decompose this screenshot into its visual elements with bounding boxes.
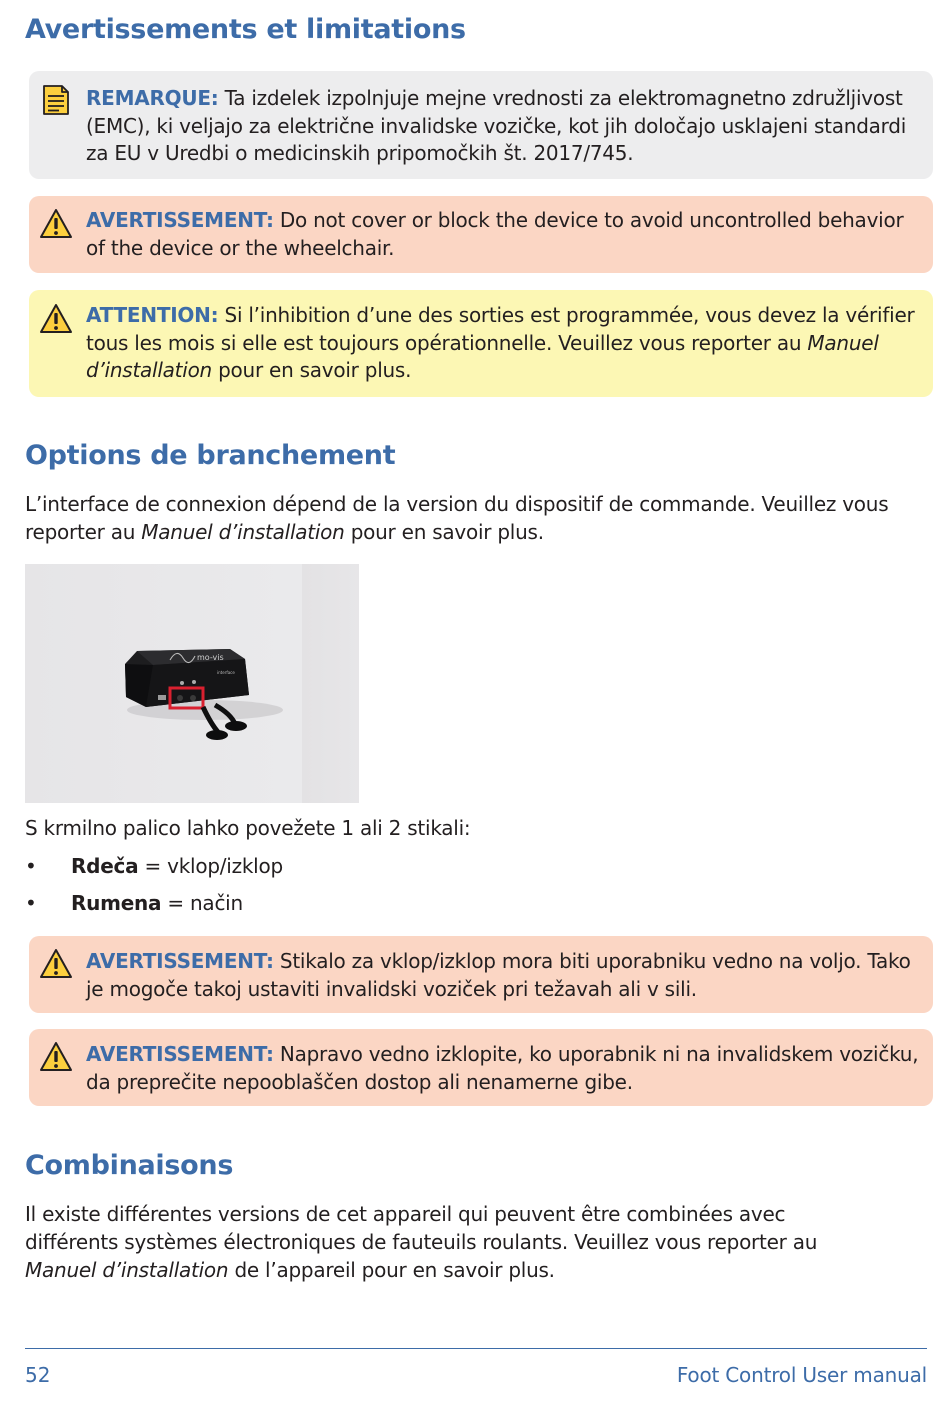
caution-label: ATTENTION: (86, 303, 219, 327)
note-text: Ta izdelek izpolnjuje mejne vrednosti za elektromagnetno združljivost (EMC), ki veljajo za električne invalidske vozičke, kot jih določajo usklajeni standardi za EU v Uredbi o medicinskih pripomočkih št. 2017/745. (86, 86, 907, 165)
interface-device-image (25, 564, 359, 803)
device-label: interface (217, 670, 235, 675)
section-heading-connection: Options de branchement (25, 440, 396, 471)
switch-intro: S krmilno palico lahko povežete 1 ali 2 stikali: (25, 816, 471, 840)
document-title: Foot Control User manual (676, 1363, 927, 1387)
warning-triangle-icon (39, 208, 73, 240)
warning-triangle-icon (39, 303, 73, 335)
warning-label: AVERTISSEMENT: (86, 949, 274, 973)
device-photo (25, 564, 359, 803)
device-brand: mo-vis (197, 653, 224, 662)
note-icon (41, 84, 71, 116)
manual-ref: Manuel d’installation (141, 520, 345, 544)
caution-box (29, 290, 933, 397)
section-heading-combinations: Combinaisons (25, 1150, 234, 1181)
list-item: • Rumena = način (25, 891, 243, 915)
warning-text: Stikalo za vklop/izklop mora biti uporabniku vedno na voljo. Tako je mogoče takoj ustaviti invalidski voziček pri težavah ali v sili. (86, 949, 911, 1001)
list-item: • Rdeča = vklop/izklop (25, 854, 283, 878)
warning-box-turn-off (29, 1029, 933, 1106)
warning-text: Do not cover or block the device to avoid uncontrolled behavior of the device or the wheelchair. (86, 208, 904, 260)
warning-box-switch (29, 936, 933, 1013)
warning-label: AVERTISSEMENT: (86, 1042, 274, 1066)
footer-divider (25, 1348, 927, 1349)
connection-intro: L’interface de connexion dépend de la version du dispositif de commande. Veuillez vous reporter au Manuel d’installation pour en savoir plus. (25, 492, 889, 544)
caution-text: Si l’inhibition d’une des sorties est programmée, vous devez la vérifier tous les mois si elle est toujours opérationnelle. Veuillez vous reporter au (86, 303, 915, 355)
section-heading-warnings: Avertissements et limitations (25, 14, 466, 45)
warning-box-cover (29, 196, 933, 273)
warning-label: AVERTISSEMENT: (86, 208, 274, 232)
caution-text-end: pour en savoir plus. (218, 358, 412, 382)
note-box (29, 71, 933, 179)
combinations-text: Il existe différentes versions de cet appareil qui peuvent être combinées avec différents systèmes électroniques de fauteuils roulants. Veuillez vous reporter au Manuel d’installation de l’appareil pour en savoir plus. (25, 1202, 818, 1282)
page-number: 52 (25, 1363, 51, 1387)
caution-manual-ref: Manuel d’installation (86, 330, 879, 382)
warning-text: Napravo vedno izklopite, ko uporabnik ni na invalidskem vozičku, da preprečite nepooblaščen dostop ali nenamerne gibe. (86, 1042, 919, 1094)
note-label: REMARQUE: (86, 86, 219, 110)
warning-triangle-icon (39, 948, 73, 980)
manual-ref: Manuel d’installation (25, 1258, 229, 1282)
warning-triangle-icon (39, 1041, 73, 1073)
